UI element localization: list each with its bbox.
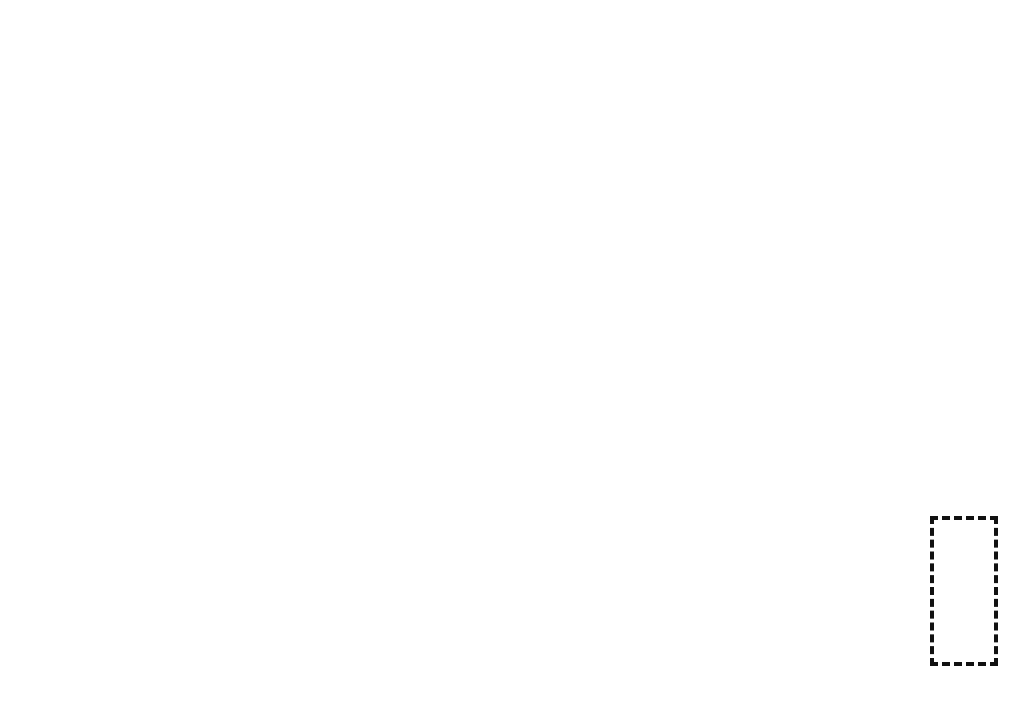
stamp-text xyxy=(942,528,986,654)
stamp xyxy=(930,516,998,666)
